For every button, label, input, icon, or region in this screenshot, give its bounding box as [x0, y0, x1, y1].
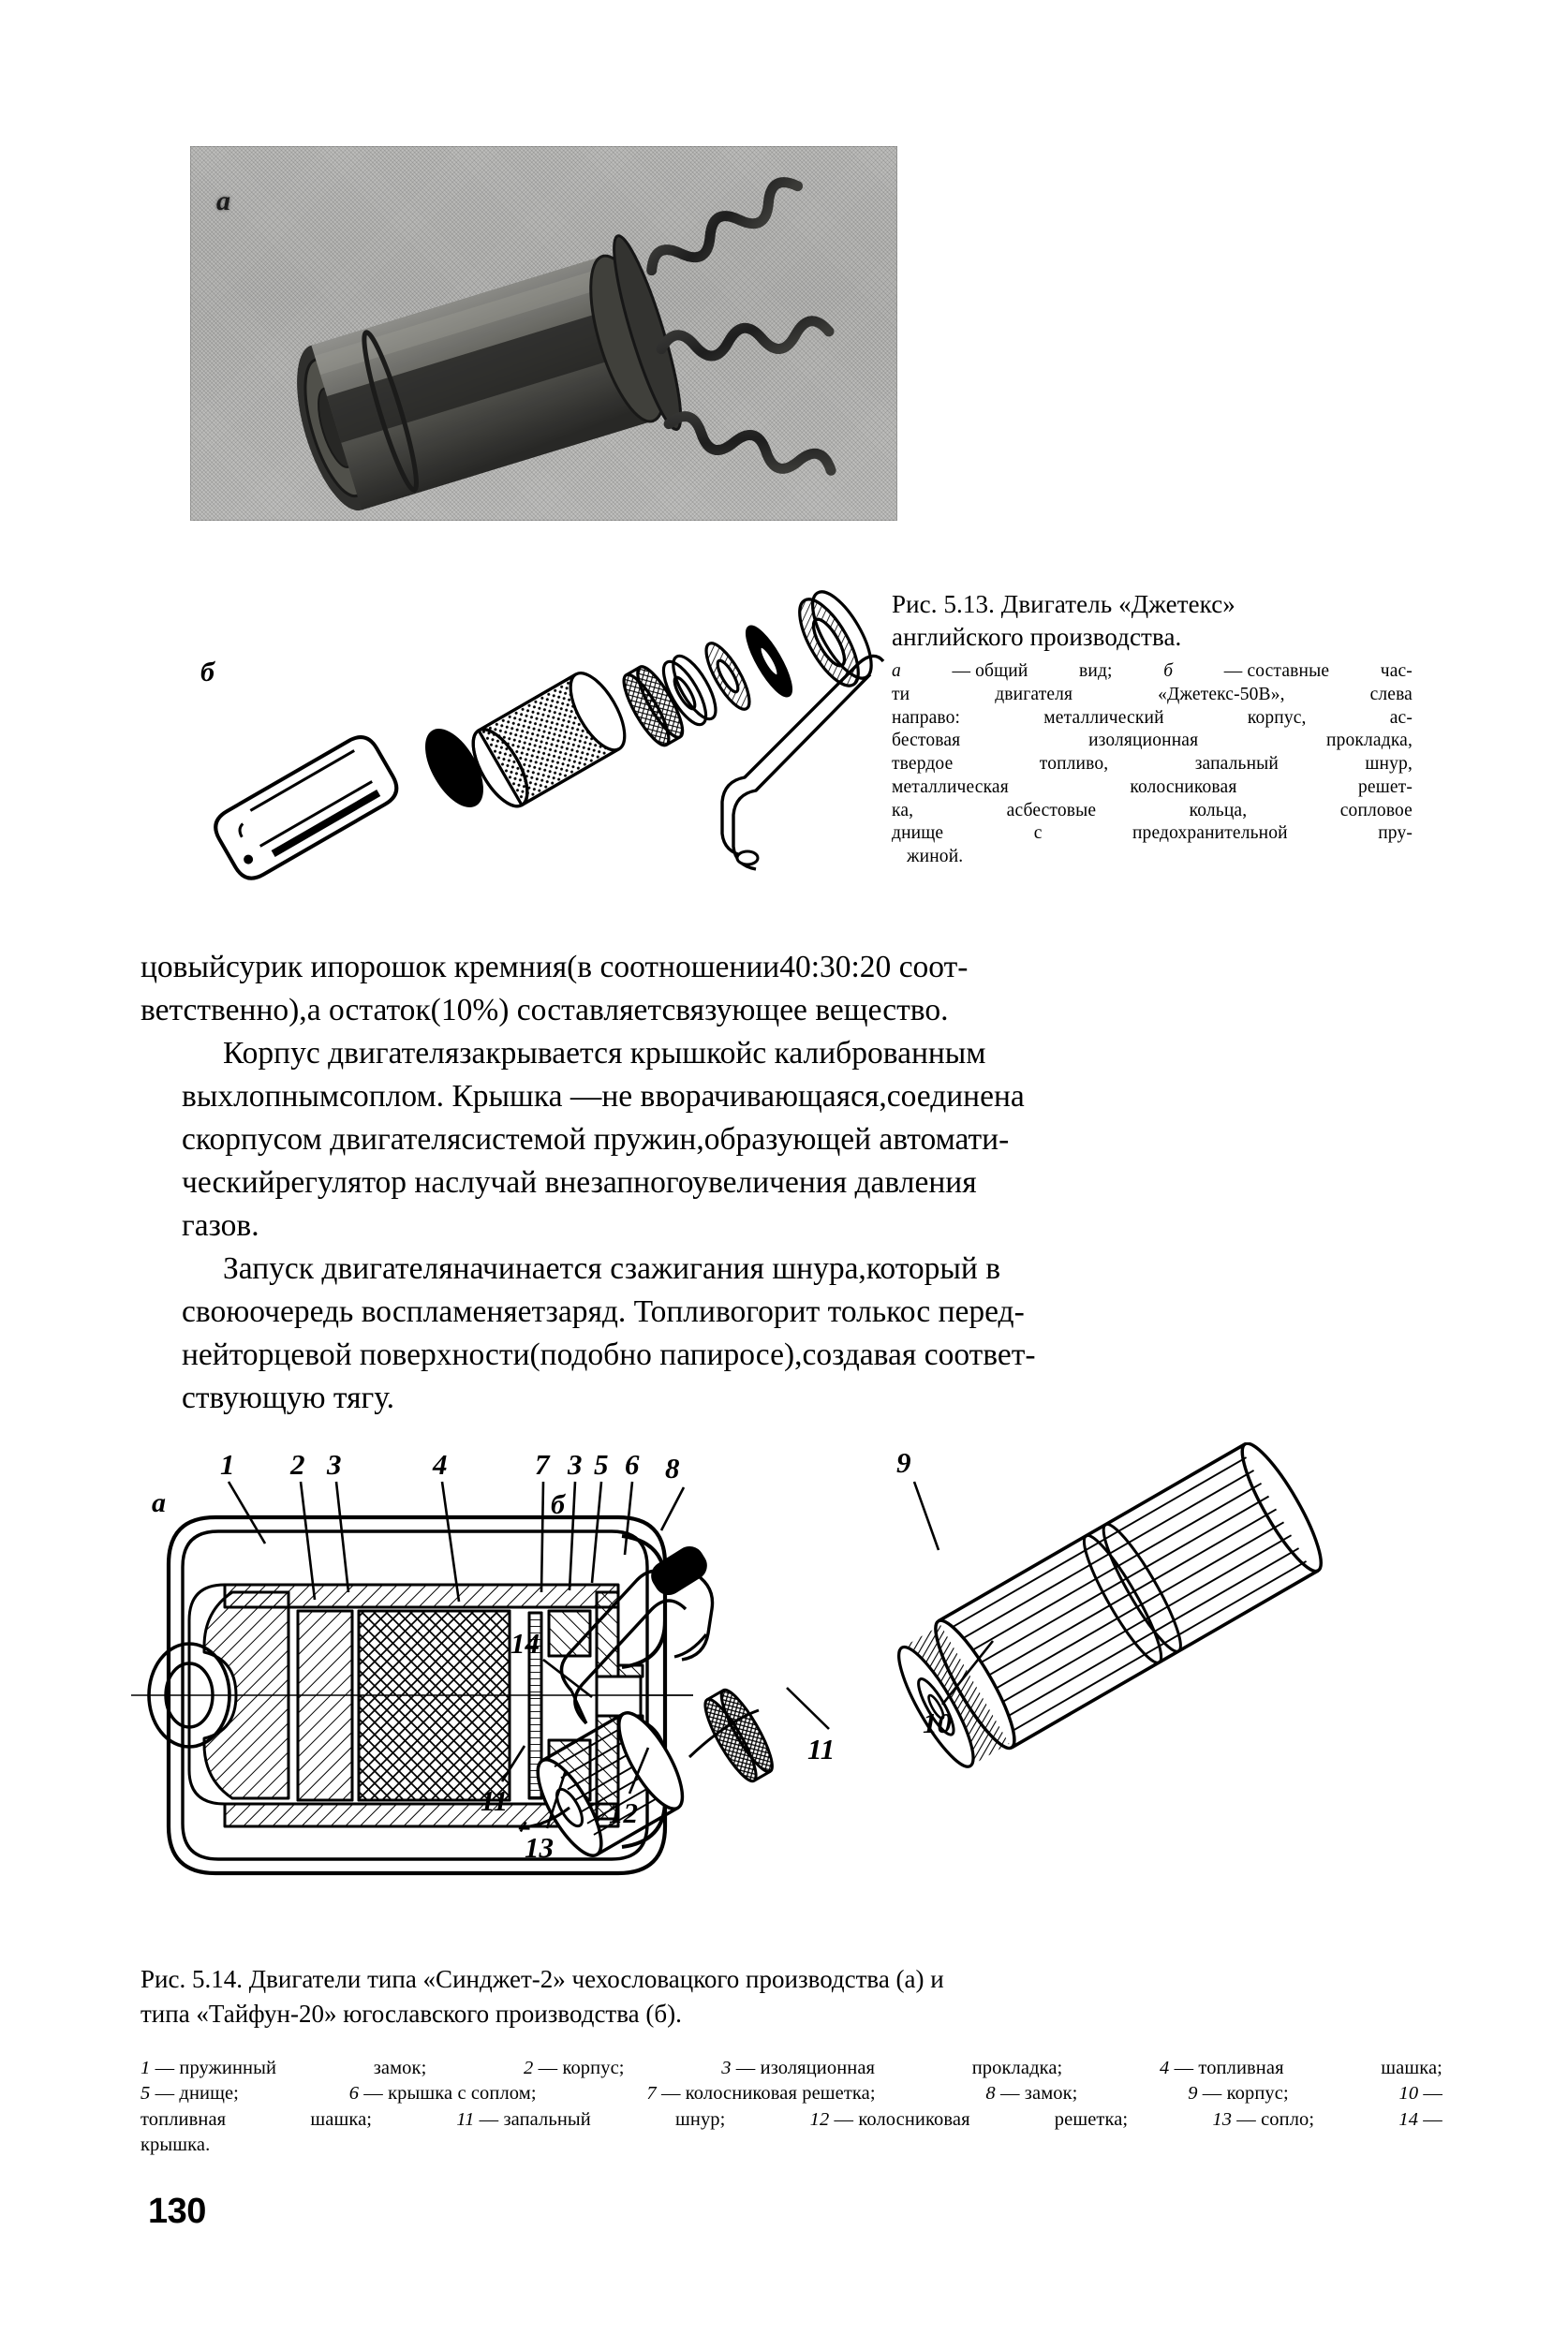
- p1-line-1: цовыйсурик ипорошок кремния(в соотношении40:30:20 соот-: [141, 950, 969, 984]
- caption-title-line-2: английского производства.: [892, 623, 1182, 652]
- main-body-text: [141, 946, 1438, 1420]
- caption-italic-a: а: [892, 661, 901, 682]
- jetex-motor-photo-illustration: [190, 146, 897, 521]
- legend-line-4: крышка.: [141, 2134, 211, 2155]
- p2-line-4: ческийрегулятор наслучай внезапногоувеличения давления: [182, 1165, 977, 1200]
- p2-line-1: Корпус двигателязакрывается крышкойс калиброванным: [223, 1036, 986, 1071]
- callout-b-10: 10: [923, 1706, 952, 1739]
- figure-513-exploded-drawing: [183, 560, 895, 902]
- paragraph-3: [141, 1248, 1438, 1420]
- legend-line-2: 5 — днище; 6 — крышка с соплом; 7 — колосниковая решетка; 8 — замок; 9 — корпус; 10 —: [141, 2083, 1442, 2105]
- figure-514-drawings: [131, 1442, 1442, 1939]
- caption-detail-line-6: ка, асбестовые кольца, сопловое: [892, 800, 1413, 820]
- callout-a-7: 7: [535, 1448, 550, 1481]
- callout-a-2: 2: [290, 1448, 305, 1481]
- figure-513-part-b-label: б: [200, 657, 214, 687]
- caption-detail-line-5: металлическая колосниковая решет-: [892, 776, 1413, 797]
- legend-line-3: топливная шашка; 11 — запальный шнур; 12 — колосниковая решетка; 13 — сопло; 14 —: [141, 2108, 1442, 2130]
- callout-a-3b: 3: [568, 1448, 583, 1481]
- callout-a-3: 3: [327, 1448, 342, 1481]
- figure-514-mark-b: б: [551, 1489, 565, 1520]
- p1-line-2: ветственно),а остаток(10%) составляетсвязующее вещество.: [141, 993, 949, 1027]
- figure-513-part-a-label: а: [216, 185, 230, 216]
- jetex-exploded-parts-illustration: [183, 560, 895, 902]
- caption-detail-line-1: ти двигателя «Джетекс-50В», слева: [892, 684, 1413, 704]
- callout-a-5: 5: [594, 1448, 609, 1481]
- figure-514: [131, 1442, 1442, 1939]
- figure-514-caption-line-1: Рис. 5.14. Двигатели типа «Синджет-2» чехословацкого производства (а) и: [141, 1965, 944, 1993]
- p2-line-3: скорпусом двигателясистемой пружин,образующей автомати-: [182, 1122, 1010, 1157]
- p2-line-5: газов.: [182, 1208, 259, 1243]
- paragraph-2: [141, 1032, 1438, 1248]
- figure-513-caption-detail: [892, 660, 1413, 869]
- callout-b-14: 14: [510, 1627, 540, 1660]
- callout-a-6: 6: [625, 1448, 640, 1481]
- legend-line-1: 1 — пружинный замок; 2 — корпус; 3 — изоляционная прокладка; 4 — топливная шашка;: [141, 2058, 1442, 2078]
- caption-detail-line-3: бестовая изоляционная прокладка,: [892, 731, 1413, 751]
- figure-513-caption: [892, 588, 1413, 869]
- paragraph-1: [141, 946, 1438, 1032]
- caption-detail-line-4: твердое топливо, запальный шнур,: [892, 754, 1413, 775]
- caption-detail-line-7: днище с предохранительной пру-: [892, 823, 1413, 844]
- p3-line-1: Запуск двигателяначинается сзажигания шнура,который в: [223, 1251, 1001, 1286]
- caption-detail-line-0: а — общий вид; б — составные час-: [892, 660, 1413, 684]
- p3-line-3: нейторцевой поверхности(подобно папиросе),создавая соответ-: [182, 1337, 1036, 1372]
- caption-italic-b: б: [1163, 661, 1174, 682]
- page-number: 130: [148, 2192, 206, 2231]
- caption-title-line-1: Рис. 5.13. Двигатель «Джетекс»: [892, 590, 1235, 618]
- figure-513-photograph: [190, 146, 897, 521]
- callout-b-9: 9: [896, 1446, 911, 1479]
- callout-a-4: 4: [433, 1448, 448, 1481]
- callout-b-13: 13: [525, 1831, 554, 1864]
- callout-b-12: 12: [609, 1796, 638, 1829]
- p2-line-2: выхлопнымсоплом. Крышка —не вворачивающаяся,соединена: [182, 1079, 1025, 1114]
- figure-514-caption: [141, 1962, 1442, 2032]
- callout-b-11: 11: [807, 1733, 836, 1765]
- figure-514-mark-a: а: [152, 1487, 166, 1518]
- caption-detail-line-8: жиной.: [907, 847, 964, 867]
- p3-line-2: своюочередь воспламеняетзаряд. Топливогорит толькос перед-: [182, 1294, 1025, 1329]
- caption-detail-line-2: направо: металлический корпус, ас-: [892, 707, 1413, 728]
- p3-line-4: ствующую тягу.: [182, 1381, 395, 1415]
- figure-514-legend: [141, 2056, 1442, 2158]
- figure-514-caption-line-2: типа «Тайфун-20» югославского производства (б).: [141, 2000, 682, 2029]
- callout-b-8: 8: [665, 1452, 680, 1485]
- callout-b-11b: 11: [481, 1784, 509, 1817]
- figure-513-caption-title: [892, 588, 1413, 654]
- callout-a-1: 1: [220, 1448, 235, 1481]
